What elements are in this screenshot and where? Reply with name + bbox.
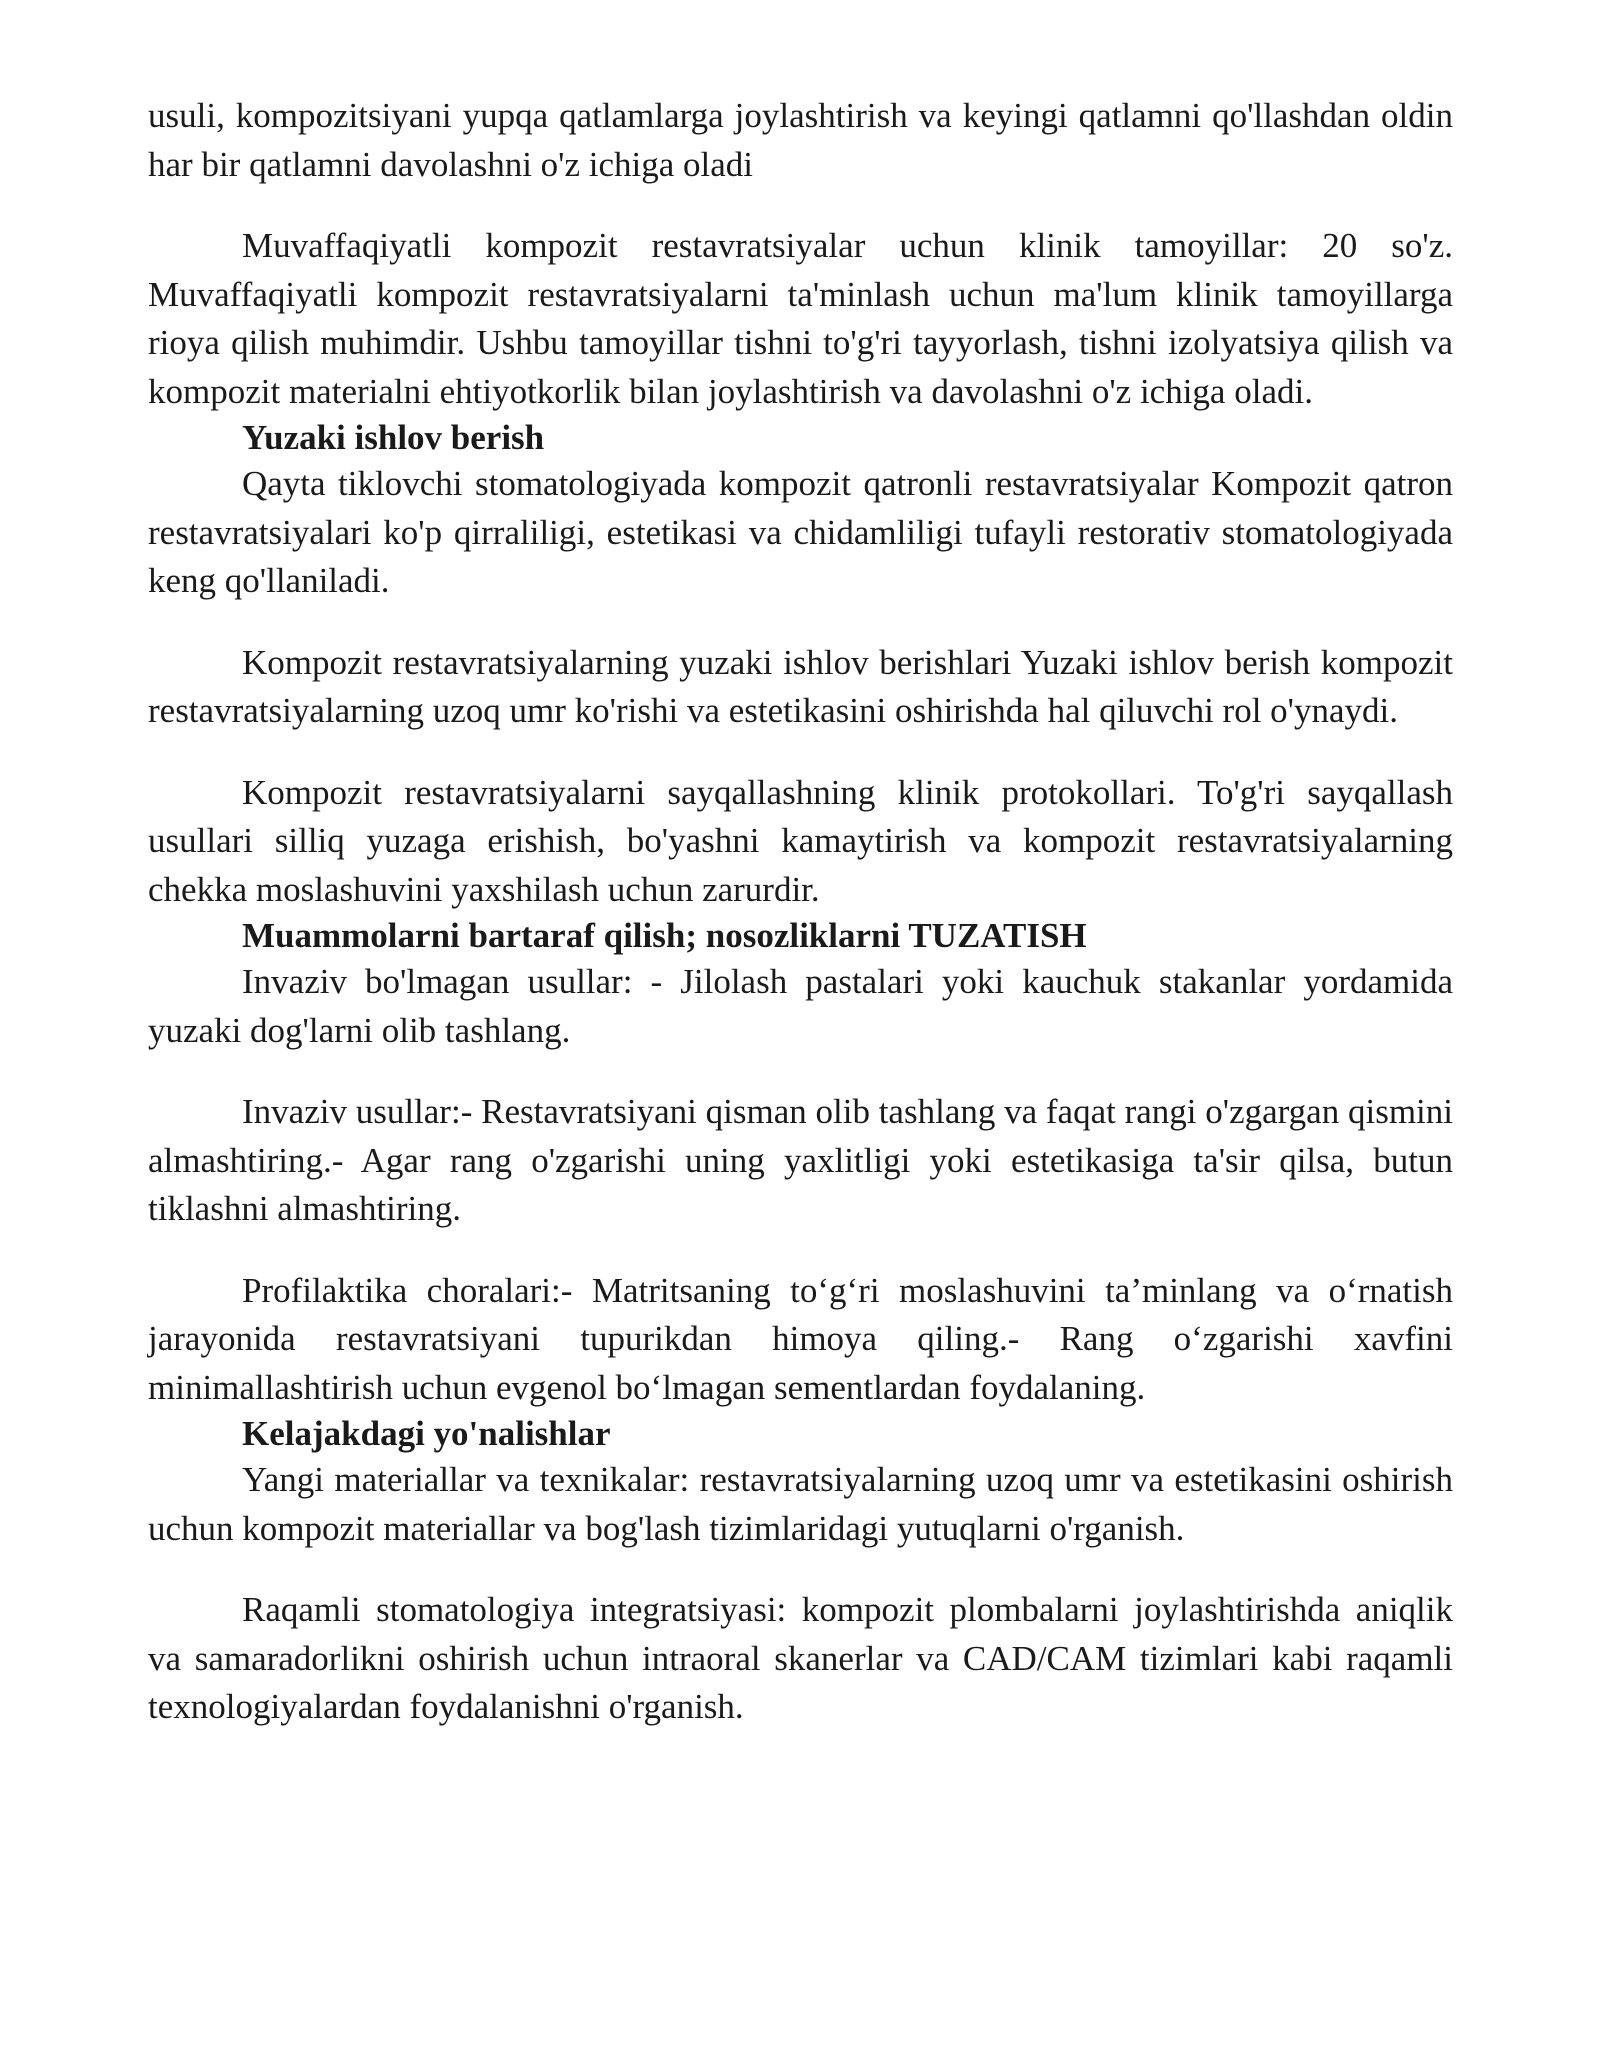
paragraph-prevention: Profilaktika choralari:- Matritsaning to‘g‘ri moslashuvini ta’minlang va o‘rnatish jarayonida restavratsiyani tupurikdan himoya qiling.- Rang o‘zgarishi xavfini minimallashtirish uchun evgenol bo‘lmagan sementlardan foydalaning. xyxy=(148,1270,1453,1407)
heading-surface-finishing: Yuzaki ishlov berish xyxy=(242,418,545,457)
paragraph-composite-resin: Qayta tiklovchi stomatologiyada kompozit qatronli restavratsiyalar Kompozit qatron restavratsiyalari ko'p qirraliligi, estetikasi va chidamliligi tufayli restorativ stomatologiyada keng qo'llaniladi. xyxy=(148,464,1453,600)
heading-future-directions: Kelajakdagi yo'nalishlar xyxy=(242,1414,611,1453)
paragraph-surface-treatment: Kompozit restavratsiyalarning yuzaki ishlov berishlari Yuzaki ishlov berish kompozit restavratsiyalarning uzoq umr ko'rishi va estetikasini oshirishda hal qiluvchi rol o'ynaydi. xyxy=(148,642,1453,730)
paragraph-polishing-protocols: Kompozit restavratsiyalarni sayqallashning klinik protokollari. To'g'ri sayqallash usullari silliq yuzaga erishish, bo'yashni kamaytirish va kompozit restavratsiyalarning chekka moslashuvini yaxshilash uchun zarurdir. xyxy=(148,772,1453,909)
paragraph-new-materials: Yangi materiallar va texnikalar: restavratsiyalarning uzoq umr va estetikasini oshirish uchun kompozit materiallar va bog'lash tizimlaridagi yutuqlarni o'rganish. xyxy=(148,1460,1453,1548)
paragraph-clinical-principles: Muvaffaqiyatli kompozit restavratsiyalar uchun klinik tamoyillar: 20 so'z. Muvaffaqiyatli kompozit restavratsiyalarni ta'minlash uchun ma'lum klinik tamoyillarga rioya qilish muhimdir. Ushbu tamoyillar tishni to'g'ri tayyorlash, tishni izolyatsiya qilish va kompozit materialni ehtiyotkorlik bilan joylashtirish va davolashni o'z ichiga oladi. xyxy=(148,226,1453,411)
paragraph-digital-integration: Raqamli stomatologiya integratsiyasi: kompozit plombalarni joylashtirishda aniqlik va samaradorlikni oshirish uchun intraoral skanerlar va CAD/CAM tizimlari kabi raqamli texnologiyalardan foydalanishni o'rganish. xyxy=(148,1590,1453,1726)
heading-troubleshooting: Muammolarni bartaraf qilish; nosozliklarni TUZATISH xyxy=(242,916,1087,955)
paragraph-invasive-methods: Invaziv usullar:- Restavratsiyani qisman olib tashlang va faqat rangi o'zgargan qismini almashtiring.- Agar rang o'zgarishi uning yaxlitligi yoki estetikasiga ta'sir qilsa, butun tiklashni almashtiring. xyxy=(148,1092,1453,1228)
paragraph-noninvasive-methods: Invaziv bo'lmagan usullar: - Jilolash pastalari yoki kauchuk stakanlar yordamida yuzaki dog'larni olib tashlang. xyxy=(148,962,1453,1050)
document-page xyxy=(148,92,1453,1732)
paragraph-continuation: usuli, kompozitsiyani yupqa qatlamlarga joylashtirish va keyingi qatlamni qo'llashdan oldin har bir qatlamni davolashni o'z ichiga oladi xyxy=(148,96,1453,184)
